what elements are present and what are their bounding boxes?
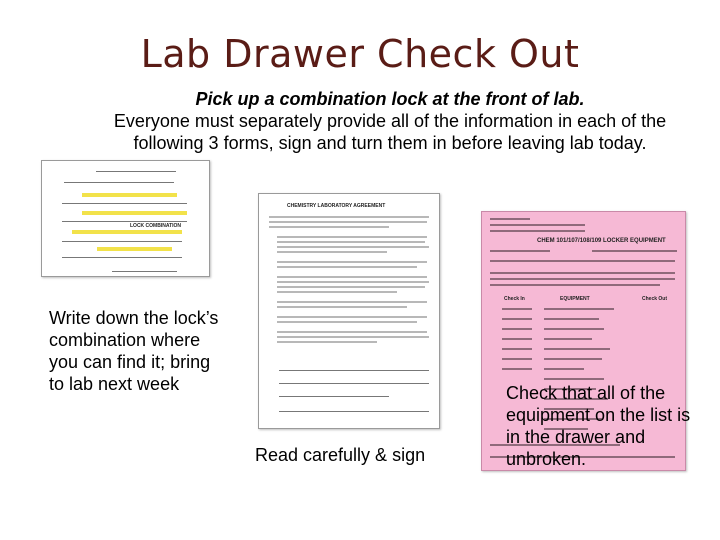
instructions xyxy=(90,88,690,154)
equipment-caption: Check that all of the equipment on the list is in the drawer and unbroken. xyxy=(506,383,691,469)
agreement-form-heading: CHEMISTRY LABORATORY AGREEMENT xyxy=(287,203,386,209)
equipment-col-check-out: Check Out xyxy=(642,296,668,302)
slide-title: Lab Drawer Check Out xyxy=(140,32,580,76)
instruction-forms: Everyone must separately provide all of the information in each of the following 3 forms, sign and turn them in before leaving lab today. xyxy=(113,111,667,153)
instruction-lock: Pick up a combination lock at the front of lab. xyxy=(195,89,585,109)
equipment-form-heading: CHEM 101/107/108/109 LOCKER EQUIPMENT xyxy=(537,238,666,244)
laboratory-agreement-form-image xyxy=(258,193,440,429)
lock-form-heading: LOCK COMBINATION xyxy=(130,223,182,229)
agreement-caption: Read carefully & sign xyxy=(255,445,426,465)
lock-caption: Write down the lock’s combination where you can find it; bring to lab next week xyxy=(49,308,219,394)
equipment-col-check-in: Check In xyxy=(504,296,525,302)
equipment-col-equipment: EQUIPMENT xyxy=(560,296,590,302)
lock-combination-form-image xyxy=(41,160,210,277)
